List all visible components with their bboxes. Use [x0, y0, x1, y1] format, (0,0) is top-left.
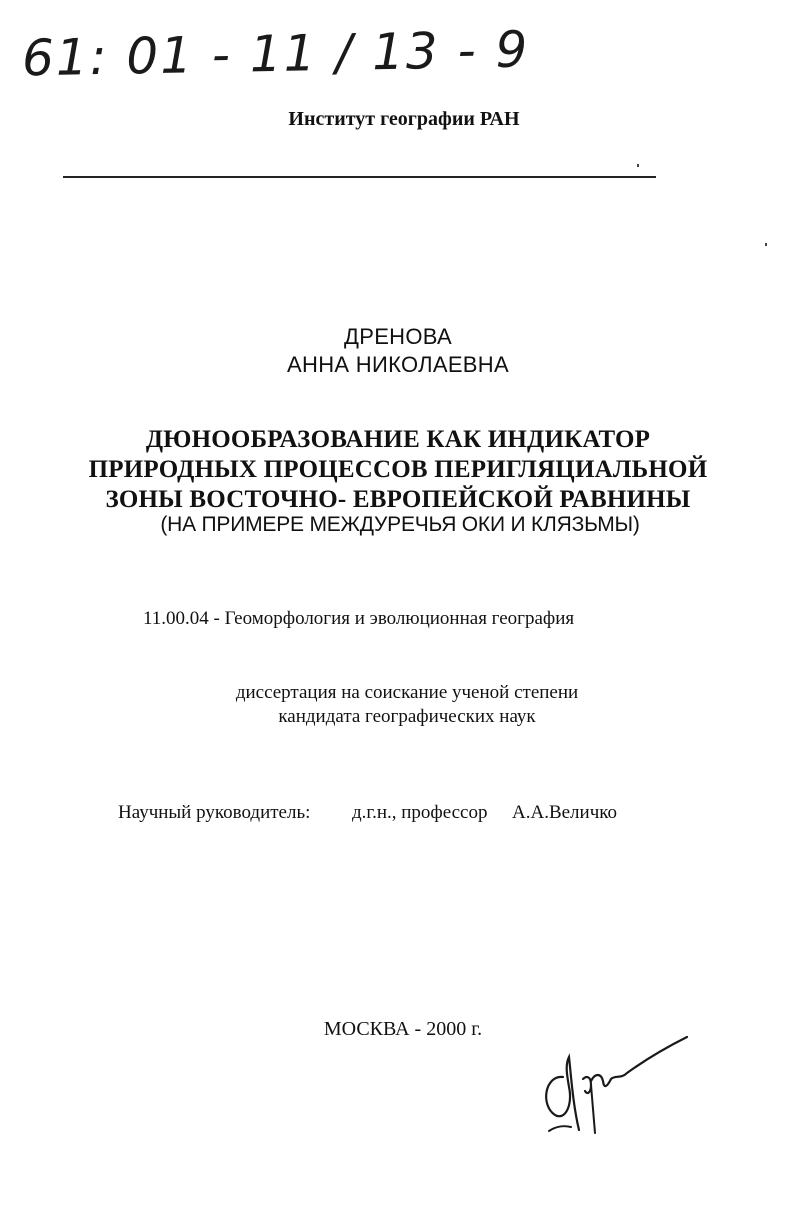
scan-speck: [765, 243, 767, 246]
supervisor: [118, 802, 617, 824]
scan-speck: [637, 164, 639, 167]
title-line: ЗОНЫ ВОСТОЧНО- ЕВРОПЕЙСКОЙ РАВНИНЫ: [105, 486, 691, 513]
header-divider: [63, 176, 656, 178]
degree-line: кандидата географических наук: [278, 706, 536, 727]
degree-line: диссертация на соискание ученой степени: [235, 682, 579, 703]
supervisor-label: Научный руководитель:: [118, 802, 311, 823]
supervisor-degree: д.г.н., профессор: [352, 802, 488, 823]
author-last-name: ДРЕНОВА: [344, 324, 452, 349]
title-line: ДЮНООБРАЗОВАНИЕ КАК ИНДИКАТОР: [145, 426, 651, 453]
signature-icon: [535, 1035, 695, 1145]
city-year: МОСКВА - 2000 г.: [323, 1018, 483, 1040]
dissertation-subtitle: (НА ПРИМЕРЕ МЕЖДУРЕЧЬЯ ОКИ И КЛЯЗЬМЫ): [160, 513, 640, 536]
title-line: ПРИРОДНЫХ ПРОЦЕССОВ ПЕРИГЛЯЦИАЛЬНОЙ: [88, 456, 708, 483]
dissertation-title: [0, 425, 796, 515]
institute-name: Институт географии РАН: [288, 108, 520, 130]
supervisor-name: А.А.Величко: [512, 802, 618, 823]
specialty-code: 11.00.04 - Геоморфология и эволюционная география: [143, 608, 575, 629]
handwritten-catalog-code: 61: 01 - 11 / 13 - 9: [21, 20, 530, 88]
author-first-names: АННА НИКОЛАЕВНА: [287, 352, 509, 377]
